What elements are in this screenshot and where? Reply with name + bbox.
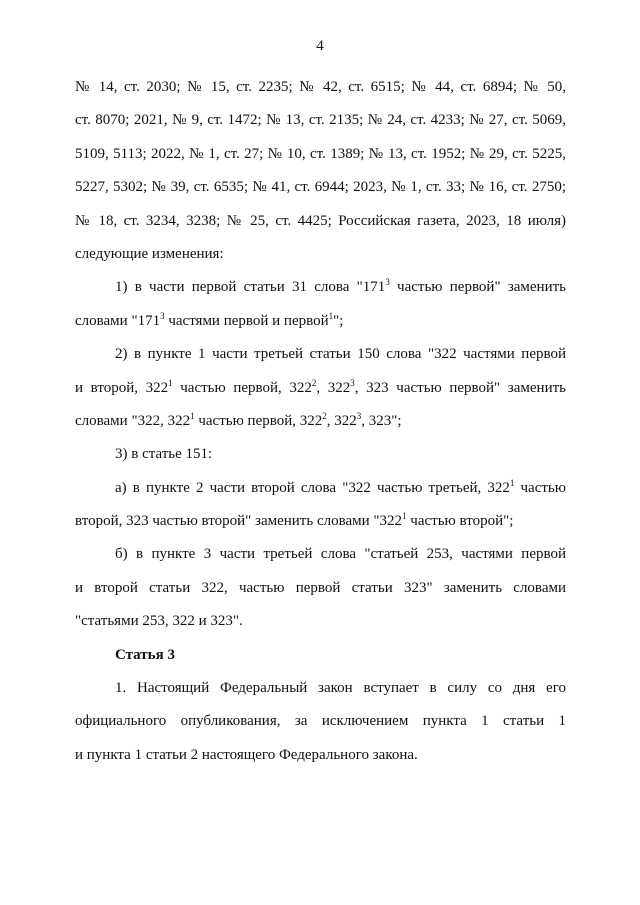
text-span: словами "171	[75, 312, 161, 329]
text-span: а) в пункте 2 части второй слова "322 частью третьей, 322	[115, 479, 510, 496]
text-span: частью первой, 322	[172, 379, 312, 396]
superscript: 2	[311, 377, 317, 388]
text-line	[75, 405, 566, 438]
superscript: 1	[168, 377, 173, 388]
text-line: 5109, 5113; 2022, № 1, ст. 27; № 10, ст. 1389; № 13, ст. 1952; № 29, ст. 5225,	[75, 145, 566, 162]
superscript: 3	[350, 377, 355, 388]
text-span: второй, 323 частью второй" заменить словами "322	[75, 513, 403, 530]
superscript: 1	[190, 410, 195, 421]
text-line	[75, 505, 566, 538]
text-line: "статьями 253, 322 и 323".	[75, 613, 243, 630]
text-span: частью первой" заменить	[389, 279, 566, 296]
superscript: 1	[509, 477, 515, 488]
document-body	[75, 71, 566, 772]
text-span: ";	[333, 312, 344, 329]
article-heading: Статья 3	[115, 646, 175, 663]
text-span: частями первой и первой	[164, 312, 329, 329]
superscript: 2	[322, 410, 327, 421]
text-span: частью первой, 322	[194, 412, 323, 429]
text-span: , 323";	[361, 412, 402, 429]
list-item-2: 2) в пункте 1 части третьей статьи 150 слова "322 частями первой	[115, 346, 566, 363]
sub-item-a	[75, 472, 566, 505]
text-line	[75, 305, 566, 338]
text-line: ст. 8070; 2021, № 9, ст. 1472; № 13, ст. 2135; № 24, ст. 4233; № 27, ст. 5069,	[75, 112, 566, 129]
text-span: частью	[514, 479, 566, 496]
text-span: и второй, 322	[75, 379, 169, 396]
superscript: 3	[356, 410, 362, 421]
text-span: , 322	[326, 412, 357, 429]
list-item-3: 3) в статье 151:	[115, 446, 213, 463]
text-line: следующие изменения:	[75, 245, 224, 262]
text-span: , 323 частью первой" заменить	[354, 379, 566, 396]
text-line: и второй статьи 322, частью первой статьи 323" заменить словами	[75, 579, 566, 596]
superscript: 1	[402, 511, 407, 522]
article-paragraph: 1. Настоящий Федеральный закон вступает в силу со дня его	[115, 680, 566, 697]
text-line: и пункта 1 статьи 2 настоящего Федерального закона.	[75, 746, 418, 763]
page-number: 4	[316, 38, 324, 54]
superscript: 1	[328, 310, 334, 321]
text-line: официального опубликования, за исключением пункта 1 статьи 1	[75, 713, 566, 730]
superscript: 3	[385, 277, 390, 288]
text-span: частью второй";	[406, 513, 514, 530]
sub-item-b: б) в пункте 3 части третьей слова "статьей 253, частями первой	[115, 546, 566, 563]
text-line	[75, 372, 566, 405]
text-span: словами "322, 322	[75, 412, 191, 429]
list-item-1	[75, 271, 566, 304]
superscript: 3	[160, 310, 165, 321]
text-span: , 322	[316, 379, 351, 396]
text-span: 1) в части первой статьи 31 слова "171	[115, 279, 386, 296]
text-line: 5227, 5302; № 39, ст. 6535; № 41, ст. 6944; 2023, № 1, ст. 33; № 16, ст. 2750;	[75, 179, 566, 196]
text-line: № 18, ст. 3234, 3238; № 25, ст. 4425; Российская газета, 2023, 18 июля)	[75, 212, 566, 229]
text-line: № 14, ст. 2030; № 15, ст. 2235; № 42, ст. 6515; № 44, ст. 6894; № 50,	[75, 79, 566, 95]
